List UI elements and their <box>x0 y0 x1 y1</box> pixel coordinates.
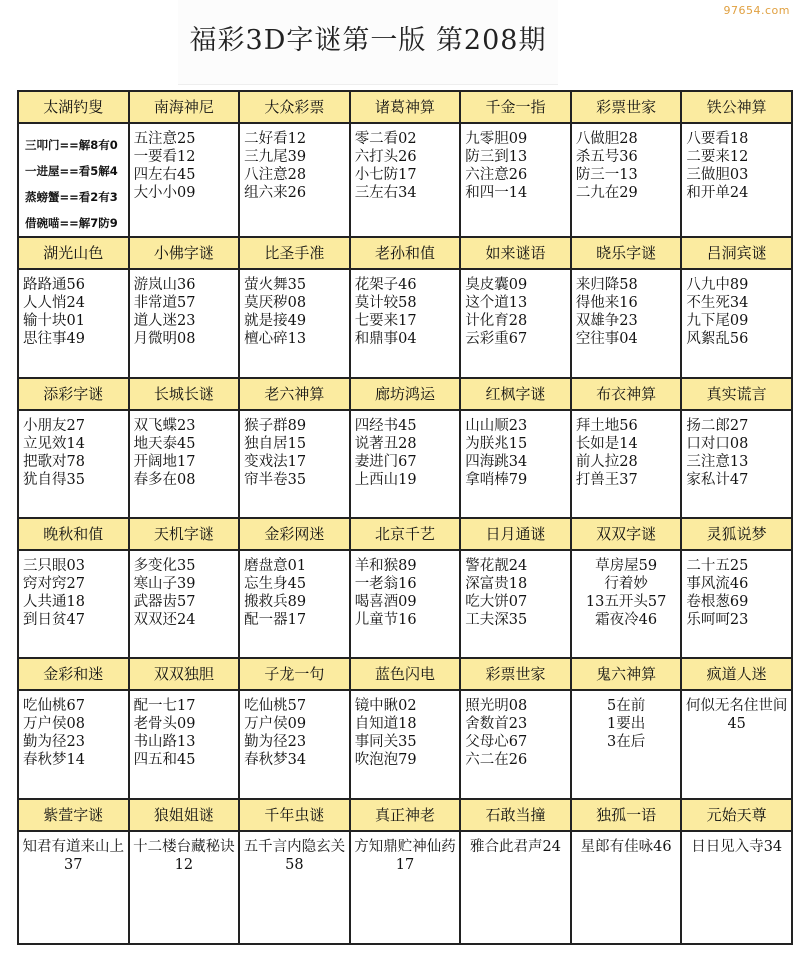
riddle-cell <box>681 91 792 237</box>
riddle-line: 杀五号36 <box>575 149 638 165</box>
riddle-cell <box>681 799 792 944</box>
riddle-cell <box>239 378 350 518</box>
riddle-line: 人共通18 <box>23 593 85 610</box>
riddle-line: 工夫深35 <box>465 611 528 628</box>
riddle-cell <box>571 658 682 798</box>
riddle-cell <box>460 518 571 658</box>
riddle-line: 四五和45 <box>133 752 196 769</box>
riddle-line: 双双还24 <box>133 611 196 628</box>
cell-header: 疯道人迷 <box>682 659 791 691</box>
riddle-line: 一要看12 <box>133 149 196 165</box>
riddle-cell <box>681 378 792 518</box>
riddle-line: 月微明08 <box>133 331 196 348</box>
riddle-line: 一进屋==看5解4 <box>25 164 118 178</box>
riddle-line: 日日见入寺34 <box>691 838 783 855</box>
cell-body <box>19 832 128 874</box>
riddle-line: 书山路13 <box>133 734 196 751</box>
cell-body <box>461 832 570 856</box>
riddle-line: 立见效14 <box>23 435 85 452</box>
cell-body <box>682 411 791 489</box>
cell-header: 金彩网迷 <box>240 519 349 551</box>
cell-body <box>682 551 791 629</box>
riddle-cell <box>350 658 461 798</box>
cell-body <box>240 124 349 202</box>
riddle-line: 和开单24 <box>686 185 749 201</box>
cell-header: 太湖钓叟 <box>19 92 128 124</box>
riddle-line: 配一七17 <box>133 698 196 715</box>
riddle-line: 深富贵18 <box>465 575 528 592</box>
riddle-line: 事同关35 <box>354 734 417 751</box>
cell-header: 老孙和值 <box>351 238 460 270</box>
riddle-line: 思往事49 <box>23 331 85 348</box>
cell-header: 如来谜语 <box>461 238 570 270</box>
cell-body <box>130 411 239 489</box>
riddle-cell <box>18 91 129 237</box>
riddle-line: 不生死34 <box>686 295 749 312</box>
cell-header: 添彩字谜 <box>19 379 128 411</box>
riddle-cell <box>460 799 571 944</box>
riddle-line: 五注意25 <box>133 131 196 147</box>
riddle-line: 口对口08 <box>686 435 749 452</box>
riddle-grid <box>17 90 793 945</box>
riddle-line: 双飞蝶23 <box>133 417 196 434</box>
riddle-line: 喝喜酒09 <box>354 593 417 610</box>
riddle-line: 和四一14 <box>465 185 528 201</box>
riddle-line: 勤为径23 <box>244 734 307 751</box>
cell-body <box>19 270 128 348</box>
riddle-cell <box>18 518 129 658</box>
riddle-line: 双雄争23 <box>575 313 638 330</box>
riddle-line: 方知鼎贮神仙药17 <box>354 838 456 873</box>
cell-body <box>682 691 791 733</box>
riddle-line: 武器齿57 <box>133 593 196 610</box>
riddle-line: 九零胆09 <box>465 131 528 147</box>
riddle-cell <box>681 658 792 798</box>
cell-body <box>130 691 239 769</box>
cell-header: 千金一指 <box>461 92 570 124</box>
cell-body <box>351 832 460 874</box>
riddle-line: 事风流46 <box>686 575 749 592</box>
riddle-line: 山山顺23 <box>465 417 528 434</box>
riddle-line: 配一器17 <box>244 611 307 628</box>
riddle-line: 二十五25 <box>686 557 749 574</box>
cell-header: 日月通谜 <box>461 519 570 551</box>
riddle-cell <box>460 237 571 377</box>
cell-header: 真实谎言 <box>682 379 791 411</box>
riddle-line: 13五开头57 <box>585 593 667 610</box>
riddle-line: 扬二郎27 <box>686 417 749 434</box>
riddle-line: 打兽王37 <box>575 471 638 488</box>
riddle-line: 三注意13 <box>686 453 749 470</box>
riddle-line: 臭皮囊09 <box>465 277 528 294</box>
riddle-line: 搬救兵89 <box>244 593 307 610</box>
cell-body <box>130 551 239 629</box>
riddle-cell <box>129 518 240 658</box>
riddle-cell <box>460 658 571 798</box>
riddle-line: 一老翁16 <box>354 575 417 592</box>
riddle-line: 路路通56 <box>23 277 85 294</box>
riddle-line: 吃大饼07 <box>465 593 528 610</box>
riddle-line: 警花靓24 <box>465 557 528 574</box>
riddle-line: 莫计较58 <box>354 295 417 312</box>
riddle-line: 何似无名住世间45 <box>685 698 788 733</box>
riddle-line: 拿哨棒79 <box>465 471 528 488</box>
cell-body <box>19 691 128 769</box>
riddle-line: 八要看18 <box>686 131 749 147</box>
riddle-line: 窍对窍27 <box>23 575 85 592</box>
riddle-cell <box>681 518 792 658</box>
riddle-cell <box>18 799 129 944</box>
riddle-line: 檀心碎13 <box>244 331 307 348</box>
riddle-line: 花架子46 <box>354 277 417 294</box>
riddle-line: 借碗喵==解7防9 <box>25 216 118 230</box>
grid-row <box>18 91 792 237</box>
riddle-line: 十二楼台藏秘诀12 <box>133 838 235 873</box>
riddle-cell <box>571 237 682 377</box>
cell-body <box>461 691 570 769</box>
cell-body <box>572 832 681 856</box>
riddle-line: 老骨头09 <box>133 716 196 733</box>
riddle-cell <box>18 237 129 377</box>
cell-header: 廊坊鸿运 <box>351 379 460 411</box>
cell-header: 双双字谜 <box>572 519 681 551</box>
riddle-line: 羊和猴89 <box>354 557 417 574</box>
riddle-line: 春秋梦14 <box>23 752 85 769</box>
riddle-line: 5在前 <box>606 698 646 715</box>
riddle-cell <box>239 237 350 377</box>
riddle-line: 变戏法17 <box>244 453 307 470</box>
cell-body <box>572 270 681 348</box>
cell-body <box>240 270 349 348</box>
cell-body <box>572 551 681 629</box>
riddle-line: 道人迷23 <box>133 313 196 330</box>
cell-header: 南海神尼 <box>130 92 239 124</box>
cell-header: 天机字谜 <box>130 519 239 551</box>
riddle-line: 这个道13 <box>465 295 528 312</box>
riddle-line: 三叩门==解8有0 <box>25 138 118 152</box>
cell-header: 真正神老 <box>351 800 460 832</box>
cell-body <box>682 270 791 348</box>
cell-body <box>351 691 460 769</box>
riddle-line: 计化育28 <box>465 313 528 330</box>
riddle-cell <box>18 658 129 798</box>
cell-header: 晚秋和值 <box>19 519 128 551</box>
page-title: 福彩3D字谜第一版 第208期 <box>189 25 547 56</box>
riddle-line: 卷根葱69 <box>686 593 749 610</box>
riddle-cell <box>239 658 350 798</box>
cell-body <box>461 411 570 489</box>
cell-header: 晓乐字谜 <box>572 238 681 270</box>
cell-header: 千年虫谜 <box>240 800 349 832</box>
grid-row <box>18 378 792 518</box>
cell-body <box>572 124 681 202</box>
cell-header: 湖光山色 <box>19 238 128 270</box>
riddle-line: 四经书45 <box>354 417 417 434</box>
cell-header: 子龙一句 <box>240 659 349 691</box>
riddle-line: 开阔地17 <box>133 453 196 470</box>
cell-header: 铁公神算 <box>682 92 791 124</box>
riddle-line: 猴子群89 <box>244 417 307 434</box>
riddle-line: 吃仙桃67 <box>23 698 85 715</box>
site-watermark: 97654.com <box>723 4 790 17</box>
cell-header: 灵狐说梦 <box>682 519 791 551</box>
riddle-cell <box>460 91 571 237</box>
riddle-line: 独自居15 <box>244 435 307 452</box>
riddle-line: 1要出 <box>606 716 646 733</box>
riddle-line: 小七防17 <box>354 167 417 183</box>
riddle-cell <box>350 237 461 377</box>
riddle-line: 把歌对78 <box>23 453 85 470</box>
cell-body <box>19 124 128 236</box>
riddle-line: 大小小09 <box>133 185 196 201</box>
riddle-line: 和鼎事04 <box>354 331 417 348</box>
riddle-line: 二好看12 <box>244 131 307 147</box>
riddle-line: 多变化35 <box>133 557 196 574</box>
cell-header: 彩票世家 <box>461 659 570 691</box>
grid-row <box>18 658 792 798</box>
riddle-line: 乐呵呵23 <box>686 611 749 628</box>
riddle-line: 非常道57 <box>133 295 196 312</box>
title-banner <box>178 0 558 85</box>
cell-header: 石敢当撞 <box>461 800 570 832</box>
riddle-line: 3在后 <box>606 734 646 751</box>
riddle-line: 萤火舞35 <box>244 277 307 294</box>
cell-header: 老六神算 <box>240 379 349 411</box>
riddle-cell <box>571 378 682 518</box>
riddle-line: 二九在29 <box>575 185 638 201</box>
riddle-line: 舍数首23 <box>465 716 528 733</box>
riddle-line: 输十块01 <box>23 313 85 330</box>
riddle-cell <box>681 237 792 377</box>
riddle-line: 儿童节16 <box>354 611 417 628</box>
riddle-line: 得他来16 <box>575 295 638 312</box>
riddle-cell <box>129 378 240 518</box>
cell-header: 诸葛神算 <box>351 92 460 124</box>
riddle-line: 吹泡泡79 <box>354 752 417 769</box>
riddle-cell <box>129 658 240 798</box>
cell-body <box>130 124 239 202</box>
riddle-line: 前人拉28 <box>575 453 638 470</box>
riddle-line: 自知道18 <box>354 716 417 733</box>
riddle-line: 组六来26 <box>244 185 307 201</box>
cell-header: 紫萱字谜 <box>19 800 128 832</box>
riddle-line: 九下尾09 <box>686 313 749 330</box>
riddle-cell <box>129 237 240 377</box>
riddle-line: 云彩重67 <box>465 331 528 348</box>
riddle-line: 小朋友27 <box>23 417 85 434</box>
riddle-line: 零二看02 <box>354 131 417 147</box>
cell-body <box>351 411 460 489</box>
riddle-line: 上西山19 <box>354 471 417 488</box>
riddle-line: 妻进门67 <box>354 453 417 470</box>
grid-row <box>18 237 792 377</box>
riddle-cell <box>18 378 129 518</box>
riddle-cell <box>571 799 682 944</box>
riddle-line: 三做胆03 <box>686 167 749 183</box>
cell-body <box>240 411 349 489</box>
cell-body <box>461 124 570 202</box>
riddle-line: 万户侯08 <box>23 716 85 733</box>
riddle-line: 霜夜冷46 <box>595 611 658 628</box>
riddle-line: 三九尾39 <box>244 149 307 165</box>
cell-header: 元始天尊 <box>682 800 791 832</box>
cell-body <box>572 411 681 489</box>
riddle-line: 二要来12 <box>686 149 749 165</box>
cell-header: 布衣神算 <box>572 379 681 411</box>
riddle-line: 六注意26 <box>465 167 528 183</box>
riddle-cell <box>239 799 350 944</box>
riddle-cell <box>129 91 240 237</box>
riddle-cell <box>571 518 682 658</box>
riddle-line: 说著丑28 <box>354 435 417 452</box>
cell-header: 蓝色闪电 <box>351 659 460 691</box>
riddle-line: 万户侯09 <box>244 716 307 733</box>
riddle-line: 六打头26 <box>354 149 417 165</box>
riddle-line: 帘半卷35 <box>244 471 307 488</box>
riddle-line: 三只眼03 <box>23 557 85 574</box>
riddle-line: 长如是14 <box>575 435 638 452</box>
riddle-line: 春秋梦34 <box>244 752 307 769</box>
cell-header: 吕洞宾谜 <box>682 238 791 270</box>
cell-header: 鬼六神算 <box>572 659 681 691</box>
riddle-line: 草房屋59 <box>595 557 658 574</box>
cell-body <box>19 551 128 629</box>
cell-body <box>682 832 791 856</box>
riddle-line: 犹自得35 <box>23 471 85 488</box>
riddle-cell <box>350 91 461 237</box>
riddle-line: 六二在26 <box>465 752 528 769</box>
riddle-line: 三左右34 <box>354 185 417 201</box>
cell-body <box>461 270 570 348</box>
riddle-line: 春多在08 <box>133 471 196 488</box>
cell-body <box>240 832 349 874</box>
riddle-line: 空往事04 <box>575 331 638 348</box>
cell-header: 红枫字谜 <box>461 379 570 411</box>
riddle-line: 星郎有佳咏46 <box>580 838 672 855</box>
cell-header: 彩票世家 <box>572 92 681 124</box>
riddle-line: 勤为径23 <box>23 734 85 751</box>
riddle-line: 八做胆28 <box>575 131 638 147</box>
riddle-line: 防三一13 <box>575 167 638 183</box>
cell-header: 金彩和迷 <box>19 659 128 691</box>
riddle-line: 照光明08 <box>465 698 528 715</box>
riddle-line: 五千言内隐玄关58 <box>243 838 346 873</box>
riddle-line: 寒山子39 <box>133 575 196 592</box>
cell-body <box>461 551 570 629</box>
riddle-line: 家私计47 <box>686 471 749 488</box>
grid-row <box>18 799 792 944</box>
cell-body <box>682 124 791 202</box>
riddle-line: 父母心67 <box>465 734 528 751</box>
riddle-line: 磨盘意01 <box>244 557 307 574</box>
cell-header: 小佛字谜 <box>130 238 239 270</box>
cell-body <box>240 551 349 629</box>
riddle-line: 忘生身45 <box>244 575 307 592</box>
riddle-line: 雅合此君声24 <box>470 838 561 855</box>
cell-header: 大众彩票 <box>240 92 349 124</box>
cell-body <box>351 551 460 629</box>
riddle-line: 来归降58 <box>575 277 638 294</box>
cell-header: 狼姐姐谜 <box>130 800 239 832</box>
riddle-cell <box>350 799 461 944</box>
riddle-line: 风絮乱56 <box>686 331 749 348</box>
cell-header: 独孤一语 <box>572 800 681 832</box>
riddle-line: 八九中89 <box>686 277 749 294</box>
riddle-line: 地天泰45 <box>133 435 196 452</box>
cell-body <box>240 691 349 769</box>
riddle-line: 莫厌秽08 <box>244 295 307 312</box>
cell-body <box>130 832 239 874</box>
riddle-cell <box>571 91 682 237</box>
cell-body <box>19 411 128 489</box>
riddle-line: 吃仙桃57 <box>244 698 307 715</box>
riddle-line: 七要来17 <box>354 313 417 330</box>
riddle-cell <box>350 378 461 518</box>
riddle-line: 防三到13 <box>465 149 528 165</box>
riddle-line: 为朕兆15 <box>465 435 528 452</box>
riddle-cell <box>239 518 350 658</box>
riddle-cell <box>350 518 461 658</box>
grid-row <box>18 518 792 658</box>
riddle-line: 拜土地56 <box>575 417 638 434</box>
riddle-line: 镜中瞅02 <box>354 698 417 715</box>
cell-body <box>130 270 239 348</box>
riddle-line: 四左右45 <box>133 167 196 183</box>
riddle-line: 知君有道来山上37 <box>22 838 125 873</box>
cell-header: 北京千艺 <box>351 519 460 551</box>
riddle-line: 蒸螃蟹==看2有3 <box>25 190 118 204</box>
riddle-cell <box>460 378 571 518</box>
riddle-line: 游岚山36 <box>133 277 196 294</box>
cell-body <box>572 691 681 751</box>
cell-body <box>351 270 460 348</box>
cell-body <box>351 124 460 202</box>
cell-header: 双双独胆 <box>130 659 239 691</box>
riddle-line: 四海跳34 <box>465 453 528 470</box>
riddle-line: 行着妙 <box>604 575 648 592</box>
riddle-line: 八注意28 <box>244 167 307 183</box>
riddle-line: 人人悄24 <box>23 295 85 312</box>
riddle-line: 就是接49 <box>244 313 307 330</box>
riddle-cell <box>129 799 240 944</box>
cell-header: 长城长谜 <box>130 379 239 411</box>
cell-header: 比圣手准 <box>240 238 349 270</box>
riddle-line: 到日贫47 <box>23 611 85 628</box>
riddle-cell <box>239 91 350 237</box>
